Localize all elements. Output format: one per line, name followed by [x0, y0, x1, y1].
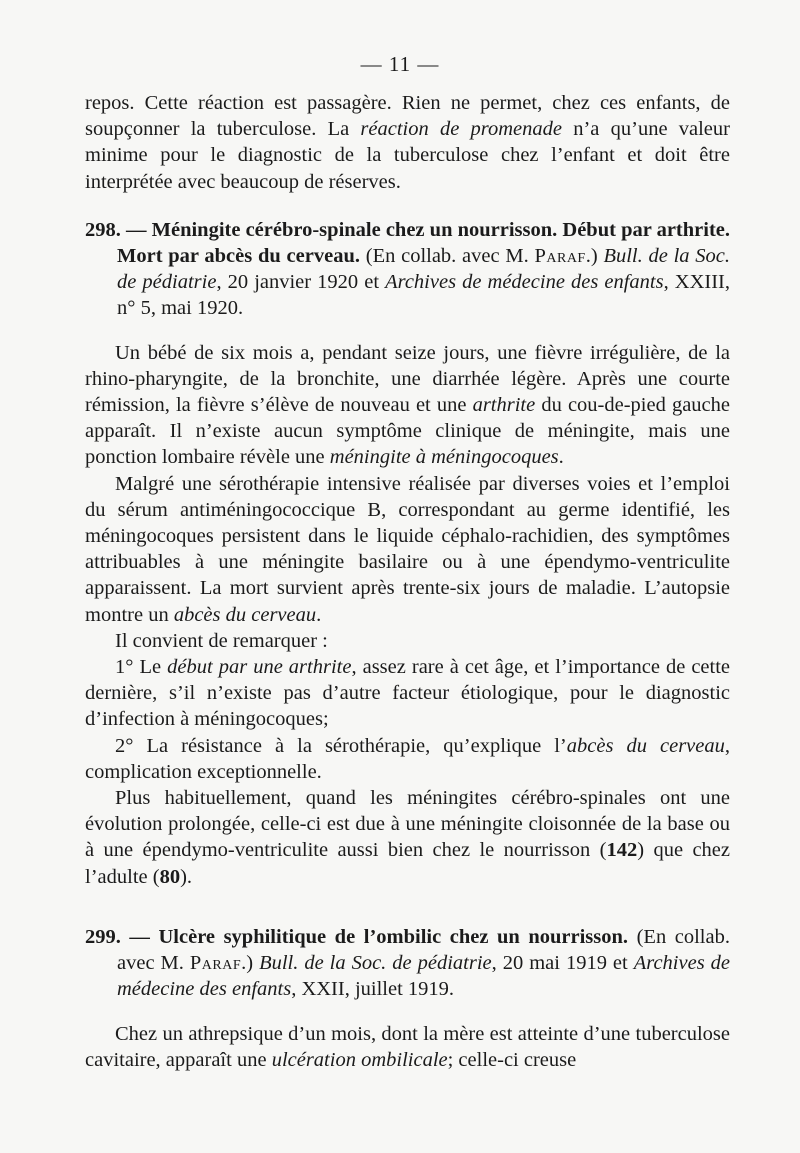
entry-number: 299. [85, 925, 121, 948]
paragraph-malgre [85, 471, 730, 628]
text: Plus habituellement, quand les méningites cérébro-spinales ont une évolution prolongée, celle-ci est due à une méningite cloisonnée de la base ou à une épendymo-ventriculite aussi bien chez le nourrisson ( [85, 787, 730, 862]
collaborator-name: Paraf [534, 245, 586, 268]
text: . [558, 446, 564, 469]
page-body [85, 90, 730, 1073]
text: .) [585, 245, 604, 268]
paragraph-first-point [85, 654, 730, 733]
text: , 20 janvier 1920 et [216, 271, 386, 294]
text: ; celle-ci creuse [447, 1048, 577, 1071]
bibliography-entry-299 [85, 924, 730, 1003]
text: Un bébé de six mois a, pendant seize jours, une fièvre irrégulière, de la rhino-pharyngite, de la bronchite, une diarrhée légère. Après une courte rémission, la fièvre s’élève de nouveau et une [85, 341, 730, 417]
entry-number: 298. [85, 218, 121, 241]
text: . [316, 603, 322, 626]
entry-heading [85, 217, 730, 322]
italic-term: abcès du cerveau [173, 603, 317, 626]
italic-term: début par une arthrite [167, 656, 352, 679]
paragraph-plus [85, 785, 730, 890]
page-number: — 11 — [360, 52, 440, 76]
text: Chez un athrepsique d’un mois, dont la mère est atteinte d’une tuberculose cavitaire, apparaît une [85, 1022, 730, 1071]
paragraph-convient: Il convient de remarquer : [115, 629, 328, 652]
paragraph-second-point [85, 733, 730, 785]
text: , XXIII, n° 5, mai 1920. [117, 271, 730, 320]
reference-number: 142 [606, 839, 638, 862]
italic-term: méningite à méningocoques [329, 446, 559, 469]
text: ) que chez l’adulte ( [85, 839, 730, 888]
entry-title: — Méningite cérébro-spinale chez un nourrisson. Début par arthrite. Mort par abcès du cerveau. [117, 218, 730, 268]
reference-number: 80 [159, 865, 181, 888]
text: repos. Cette réaction est passagère. Rien ne permet, chez ces enfants, de soupçonner la tuberculose. La [85, 92, 730, 141]
text: du cou-de-pied gauche apparaît. Il n’existe aucun symptôme clinique de méningite, mais une ponction lombaire révèle une [85, 394, 730, 469]
journal-name: Bull. de la Soc. de pédiatrie [117, 245, 731, 294]
text: , 20 mai 1919 et [491, 952, 634, 975]
entry-heading [85, 924, 730, 1003]
journal-name: Archives de médecine des enfants [385, 271, 664, 294]
text: .) [241, 952, 260, 975]
italic-term: ulcération ombilicale [271, 1048, 448, 1071]
text: 2° La résistance à la sérothérapie, qu’explique l’ [115, 734, 567, 757]
bibliography-entry-298 [85, 217, 730, 322]
paragraph-bebe [85, 340, 730, 471]
collaborator-name: Paraf [189, 952, 242, 975]
text: n’a qu’une valeur minime pour le diagnostic de la tuberculose chez l’enfant et doit être interprétée avec beaucoup de réserves. [85, 118, 730, 193]
text: (En collab. avec M. [117, 925, 730, 975]
text: , XXII, juillet 1919. [291, 978, 455, 1001]
paragraph-repos [85, 90, 730, 195]
paragraph-chez [85, 1021, 730, 1073]
text: (En collab. avec M. [359, 245, 535, 268]
italic-term: abcès du cerveau [566, 734, 725, 757]
text: , complication exceptionnelle. [85, 734, 730, 783]
journal-name: Archives de médecine des enfants [117, 952, 731, 1001]
entry-title: — Ulcère syphilitique de l’ombilic chez un nourrisson. [120, 925, 629, 948]
text: 1° Le [115, 656, 168, 679]
text: , assez rare à cet âge, et l’importance de cette dernière, s’il n’existe pas d’autre facteur étiologique, pour le diagnostic d’infection à méningocoques; [85, 656, 731, 731]
italic-term: réaction de promenade [360, 118, 562, 141]
text: ). [180, 865, 193, 888]
italic-term: arthrite [472, 394, 536, 417]
journal-name: Bull. de la Soc. de pédiatrie [259, 952, 492, 975]
text: Malgré une sérothérapie intensive réalisée par diverses voies et l’emploi du sérum antiméningococcique B, correspondant au germe identifié, les méningocoques persistent dans le liquide céphalo-rachidien, des symptômes attribuables à une méningite basilaire ou à une épendymo-ventriculite apparaissent. La mort survient après trente-six jours de maladie. L’autopsie montre un [85, 472, 730, 626]
